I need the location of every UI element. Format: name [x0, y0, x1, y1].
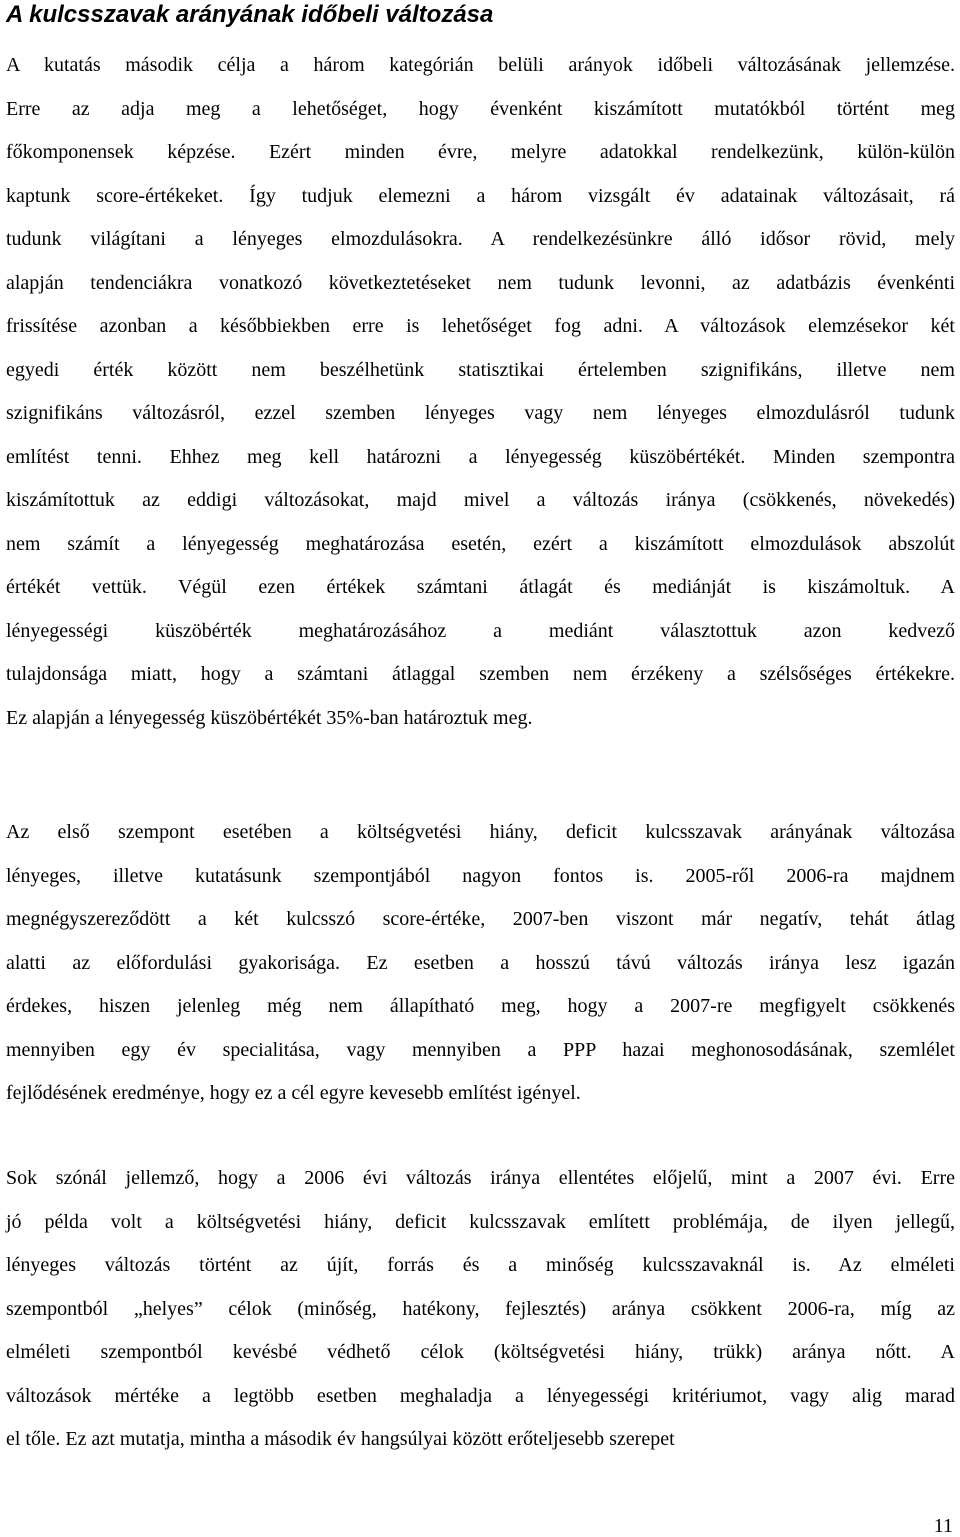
text-line: el tőle. Ez azt mutatja, mintha a második év hangsúlyai között erőteljesebb szerepet: [6, 1428, 675, 1450]
text-line: szignifikáns változásról, ezzel szemben lényeges vagy nem lényeges elmozdulásról tudunk: [6, 402, 955, 424]
paragraph-koltsegvetesi-hiany: [6, 811, 955, 1116]
text-line: kiszámítottuk az eddigi változásokat, majd mivel a változás iránya (csökkenés, növekedés): [6, 489, 955, 511]
text-line: kaptunk score-értékeket. Így tudjuk elemezni a három vizsgált év adatainak változásait, rá: [6, 184, 955, 207]
section-heading: A kulcsszavak arányának időbeli változása: [6, 1, 494, 28]
text-line: Erre az adja meg a lehetőséget, hogy évenként kiszámított mutatókból történt meg: [6, 97, 955, 120]
text-line: alatti az előfordulási gyakorisága. Ez esetben a hosszú távú változás iránya lesz igazán: [6, 951, 955, 974]
text-line: lényegességi küszöbérték meghatározásához a mediánt választottuk azon kedvező: [6, 619, 955, 642]
text-line: szempontból „helyes” célok (minőség, hatékony, fejlesztés) aránya csökkent 2006-ra, míg az: [6, 1297, 955, 1320]
text-line: lényeges változás történt az újít, forrás és a minőség kulcsszavaknál is. Az elméleti: [6, 1254, 955, 1276]
text-line: mennyiben egy év specialitása, vagy mennyiben a PPP hazai meghonosodásának, szemlélet: [6, 1038, 955, 1061]
text-line: említést tenni. Ehhez meg kell határozni a lényegesség küszöbértékét. Minden szempontra: [6, 445, 955, 468]
text-line: főkomponensek képzése. Ezért minden évre, melyre adatokkal rendelkezünk, külön-külön: [6, 141, 955, 163]
text-line: lényeges, illetve kutatásunk szempontjából nagyon fontos is. 2005-ről 2006-ra majdnem: [6, 864, 955, 887]
text-line: Ez alapján a lényegesség küszöbértékét 35%-ban határoztuk meg.: [6, 706, 533, 729]
text-line: nem számít a lényegesség meghatározása esetén, ezért a kiszámított elmozdulások abszolút: [6, 532, 955, 555]
paragraph-arany-valtozas: [6, 44, 955, 740]
text-line: A kutatás második célja a három kategórián belüli arányok időbeli változásának jellemzése.: [6, 54, 955, 76]
text-line: érdekes, hiszen jelenleg még nem állapítható meg, hogy a 2007-re megfigyelt csökkenés: [6, 995, 955, 1017]
text-line: tudunk világítani a lényeges elmozdulásokra. A rendelkezésünkre álló idősor rövid, mely: [6, 228, 955, 250]
text-line: jó példa volt a költségvetési hiány, deficit kulcsszavak említett problémája, de ilyen jellegű,: [6, 1210, 955, 1233]
text-line: frissítése azonban a későbbiekben erre is lehetőséget fog adni. A változások elemzésekor két: [6, 315, 955, 337]
text-line: változások mértéke a legtöbb esetben meghaladja a lényegességi kritériumot, vagy alig marad: [6, 1384, 955, 1407]
paragraph-ellentetes-elojel: [6, 1157, 955, 1462]
text-line: egyedi érték között nem beszélhetünk statisztikai értelemben szignifikáns, illetve nem: [6, 358, 955, 381]
text-line: értékét vettük. Végül ezen értékek számtani átlagát és mediánját is kiszámoltuk. A: [6, 576, 955, 598]
text-line: Sok szónál jellemző, hogy a 2006 évi változás iránya ellentétes előjelű, mint a 2007 évi. Erre: [6, 1167, 955, 1189]
text-line: megnégyszereződött a két kulcsszó score-értéke, 2007-ben viszont már negatív, tehát átlag: [6, 908, 955, 930]
text-line: tulajdonsága miatt, hogy a számtani átlaggal szemben nem érzékeny a szélsőséges értékekre.: [6, 663, 955, 685]
text-line: alapján tendenciákra vonatkozó következtetéseket nem tudunk levonni, az adatbázis évenkénti: [6, 271, 955, 294]
text-line: Az első szempont esetében a költségvetési hiány, deficit kulcsszavak arányának változása: [6, 821, 955, 843]
text-line: elméleti szempontból kevésbé védhető célok (költségvetési hiány, trükk) aránya nőtt. A: [6, 1341, 955, 1363]
text-line: fejlődésének eredménye, hogy ez a cél egyre kevesebb említést igényel.: [6, 1082, 581, 1104]
page-number: 11: [933, 1515, 953, 1537]
